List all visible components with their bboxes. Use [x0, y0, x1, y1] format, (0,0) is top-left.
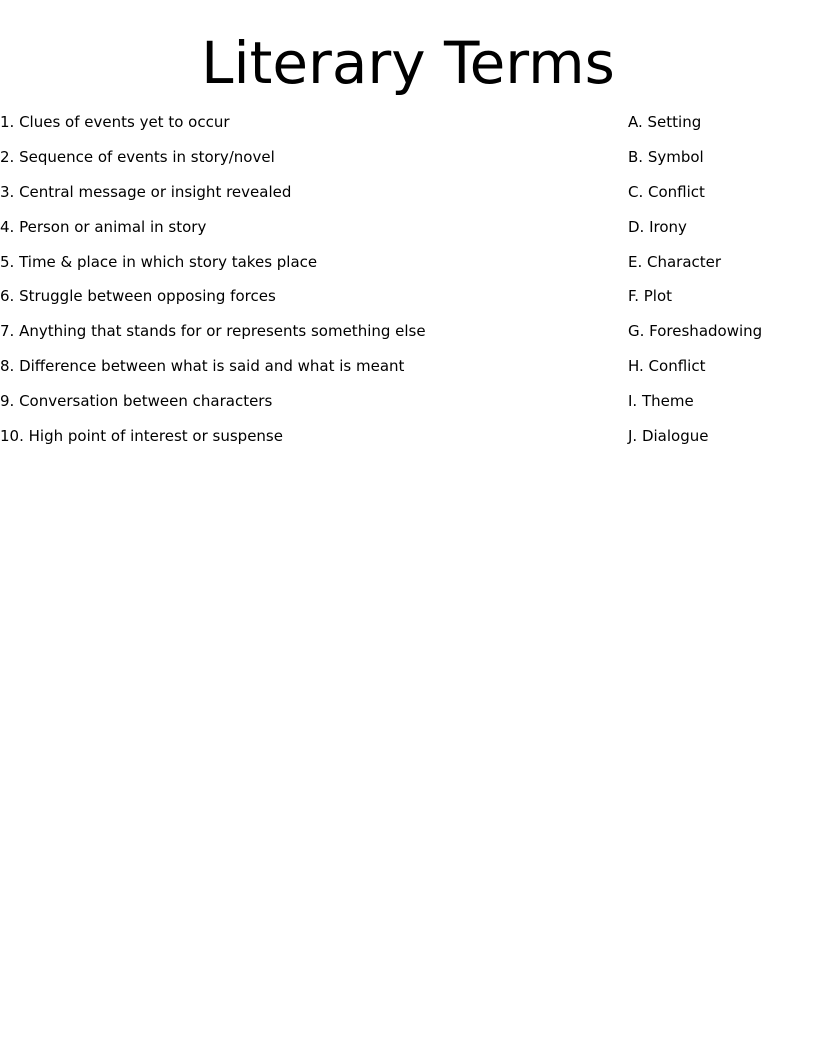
definition-item: 10. High point of interest or suspense [0, 427, 283, 446]
page-title: Literary Terms [201, 29, 615, 97]
definition-item: 9. Conversation between characters [0, 392, 273, 411]
term-item: F. Plot [628, 287, 673, 306]
term-item: C. Conflict [628, 182, 705, 201]
term-item: E. Character [628, 252, 722, 271]
definition-item: 4. Person or animal in story [0, 217, 207, 236]
term-item: B. Symbol [628, 147, 704, 166]
definition-item: 6. Struggle between opposing forces [0, 287, 276, 306]
definition-item: 3. Central message or insight revealed [0, 182, 292, 201]
term-item: G. Foreshadowing [628, 322, 763, 341]
terms-list [628, 110, 816, 459]
definition-item: 7. Anything that stands for or represents something else [0, 322, 426, 341]
term-item: D. Irony [628, 217, 687, 236]
definitions-list [0, 110, 600, 459]
definition-item: 2. Sequence of events in story/novel [0, 147, 275, 166]
definition-item: 5. Time & place in which story takes place [0, 252, 318, 271]
definition-item: 8. Difference between what is said and what is meant [0, 357, 405, 376]
definition-item: 1. Clues of events yet to occur [0, 113, 230, 131]
term-item: J. Dialogue [628, 427, 709, 446]
term-item: I. Theme [628, 392, 694, 411]
term-item: H. Conflict [628, 357, 706, 376]
term-item: A. Setting [628, 113, 702, 131]
